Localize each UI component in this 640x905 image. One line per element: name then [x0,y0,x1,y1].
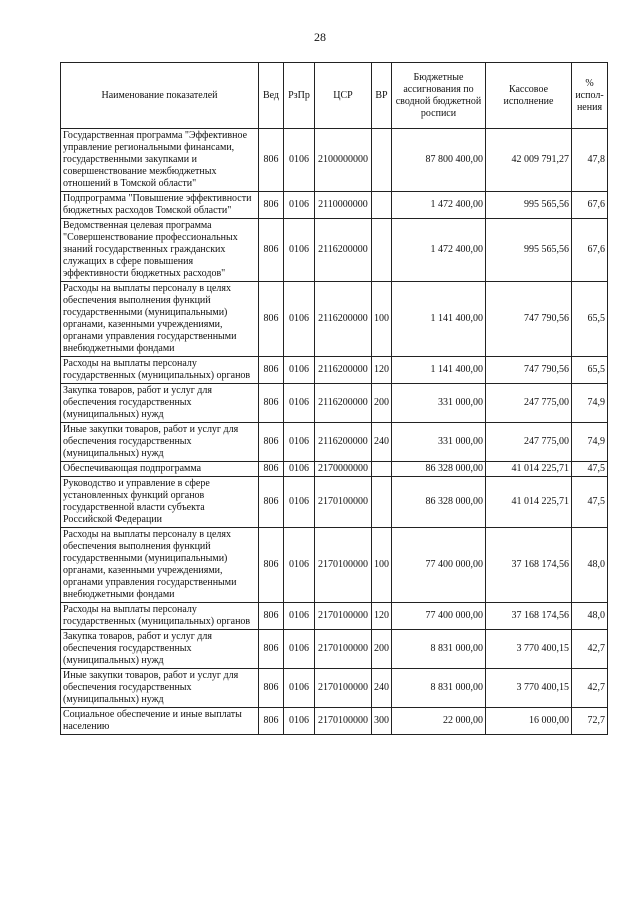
cell-cash: 247 775,00 [486,423,572,462]
table-row [61,477,608,528]
cell-budget: 86 328 000,00 [392,477,486,528]
cell-name: Подпрограмма "Повышение эффективности бюджетных расходов Томской области" [61,192,259,219]
cell-percent: 47,8 [572,129,608,192]
cell-ved: 806 [259,708,284,735]
table-row [61,282,608,357]
cell-name: Ведомственная целевая программа "Совершенствование профессиональных знаний государственных гражданских служащих в сфере повышения эффективности бюджетных расходов" [61,219,259,282]
cell-name: Расходы на выплаты персоналу государственных (муниципальных) органов [61,603,259,630]
cell-vr: 200 [372,384,392,423]
cell-name: Социальное обеспечение и иные выплаты населению [61,708,259,735]
cell-ved: 806 [259,219,284,282]
cell-rzpr: 0106 [284,192,315,219]
cell-cash: 42 009 791,27 [486,129,572,192]
cell-percent: 42,7 [572,630,608,669]
cell-cash: 16 000,00 [486,708,572,735]
cell-budget: 331 000,00 [392,423,486,462]
cell-percent: 65,5 [572,357,608,384]
cell-percent: 67,6 [572,192,608,219]
cell-name: Закупка товаров, работ и услуг для обеспечения государственных (муниципальных) нужд [61,630,259,669]
cell-name: Государственная программа "Эффективное управление региональными финансами, государственными закупками и совершенствование межбюджетных отношений в Томской области" [61,129,259,192]
cell-budget: 77 400 000,00 [392,528,486,603]
cell-budget: 86 328 000,00 [392,462,486,477]
cell-csr: 2170100000 [315,708,372,735]
cell-rzpr: 0106 [284,477,315,528]
cell-csr: 2100000000 [315,129,372,192]
cell-name: Иные закупки товаров, работ и услуг для обеспечения государственных (муниципальных) нужд [61,423,259,462]
header-percent: % испол-нения [572,63,608,129]
cell-ved: 806 [259,528,284,603]
cell-rzpr: 0106 [284,462,315,477]
table-row [61,423,608,462]
cell-csr: 2116200000 [315,384,372,423]
cell-vr [372,129,392,192]
cell-name: Расходы на выплаты персоналу в целях обеспечения выполнения функций государственными (муниципальными) органами, казенными учреждениями, органами управления государственными внебюджетными фондами [61,528,259,603]
header-rzpr: РзПр [284,63,315,129]
cell-vr: 240 [372,669,392,708]
cell-cash: 747 790,56 [486,282,572,357]
cell-budget: 331 000,00 [392,384,486,423]
table-row [61,630,608,669]
cell-name: Закупка товаров, работ и услуг для обеспечения государственных (муниципальных) нужд [61,384,259,423]
cell-csr: 2116200000 [315,423,372,462]
cell-percent: 74,9 [572,384,608,423]
cell-rzpr: 0106 [284,708,315,735]
cell-csr: 2116200000 [315,357,372,384]
cell-vr: 300 [372,708,392,735]
cell-cash: 3 770 400,15 [486,669,572,708]
cell-csr: 2170000000 [315,462,372,477]
cell-csr: 2170100000 [315,669,372,708]
cell-vr: 200 [372,630,392,669]
budget-execution-table [60,62,608,735]
cell-name: Обеспечивающая подпрограмма [61,462,259,477]
table-body [61,129,608,735]
cell-csr: 2170100000 [315,630,372,669]
table-row [61,357,608,384]
cell-vr: 120 [372,357,392,384]
cell-ved: 806 [259,462,284,477]
cell-budget: 1 472 400,00 [392,192,486,219]
cell-rzpr: 0106 [284,357,315,384]
cell-cash: 247 775,00 [486,384,572,423]
table-row [61,528,608,603]
cell-csr: 2110000000 [315,192,372,219]
cell-cash: 41 014 225,71 [486,477,572,528]
cell-ved: 806 [259,669,284,708]
cell-percent: 42,7 [572,669,608,708]
header-ved: Вед [259,63,284,129]
cell-cash: 995 565,56 [486,219,572,282]
cell-ved: 806 [259,282,284,357]
cell-rzpr: 0106 [284,129,315,192]
cell-budget: 8 831 000,00 [392,669,486,708]
cell-ved: 806 [259,357,284,384]
header-budget: Бюджетные ассигнования по сводной бюджетной росписи [392,63,486,129]
cell-vr [372,462,392,477]
cell-cash: 37 168 174,56 [486,528,572,603]
table-row [61,669,608,708]
cell-budget: 1 472 400,00 [392,219,486,282]
cell-cash: 995 565,56 [486,192,572,219]
cell-rzpr: 0106 [284,282,315,357]
table-row [61,192,608,219]
cell-ved: 806 [259,477,284,528]
cell-budget: 22 000,00 [392,708,486,735]
table-row [61,708,608,735]
cell-percent: 48,0 [572,528,608,603]
cell-name: Руководство и управление в сфере установленных функций органов государственной власти субъекта Российской Федерации [61,477,259,528]
header-name: Наименование показателей [61,63,259,129]
table-row [61,462,608,477]
cell-csr: 2170100000 [315,603,372,630]
cell-csr: 2116200000 [315,282,372,357]
cell-ved: 806 [259,129,284,192]
cell-rzpr: 0106 [284,384,315,423]
cell-name: Расходы на выплаты персоналу в целях обеспечения выполнения функций государственными (муниципальными) органами, казенными учреждениями, органами управления государственными внебюджетными фондами [61,282,259,357]
cell-cash: 41 014 225,71 [486,462,572,477]
cell-percent: 48,0 [572,603,608,630]
table-row [61,219,608,282]
cell-csr: 2170100000 [315,528,372,603]
cell-percent: 72,7 [572,708,608,735]
cell-cash: 37 168 174,56 [486,603,572,630]
cell-ved: 806 [259,192,284,219]
header-csr: ЦСР [315,63,372,129]
cell-budget: 8 831 000,00 [392,630,486,669]
cell-vr: 100 [372,528,392,603]
cell-percent: 47,5 [572,462,608,477]
table-header-row [61,63,608,129]
cell-csr: 2170100000 [315,477,372,528]
cell-budget: 77 400 000,00 [392,603,486,630]
page-number: 28 [314,30,326,44]
cell-cash: 747 790,56 [486,357,572,384]
cell-rzpr: 0106 [284,219,315,282]
cell-budget: 1 141 400,00 [392,282,486,357]
cell-vr [372,477,392,528]
table-row [61,129,608,192]
cell-ved: 806 [259,603,284,630]
cell-cash: 3 770 400,15 [486,630,572,669]
cell-budget: 1 141 400,00 [392,357,486,384]
cell-vr: 240 [372,423,392,462]
cell-rzpr: 0106 [284,528,315,603]
cell-vr [372,219,392,282]
cell-vr: 100 [372,282,392,357]
cell-rzpr: 0106 [284,630,315,669]
header-vr: ВР [372,63,392,129]
cell-vr [372,192,392,219]
cell-csr: 2116200000 [315,219,372,282]
cell-percent: 47,5 [572,477,608,528]
header-cash: Кассовое исполнение [486,63,572,129]
cell-ved: 806 [259,384,284,423]
table-row [61,603,608,630]
cell-percent: 65,5 [572,282,608,357]
cell-name: Расходы на выплаты персоналу государственных (муниципальных) органов [61,357,259,384]
cell-ved: 806 [259,423,284,462]
table-row [61,384,608,423]
cell-percent: 74,9 [572,423,608,462]
cell-percent: 67,6 [572,219,608,282]
cell-budget: 87 800 400,00 [392,129,486,192]
cell-rzpr: 0106 [284,603,315,630]
cell-vr: 120 [372,603,392,630]
cell-rzpr: 0106 [284,423,315,462]
cell-rzpr: 0106 [284,669,315,708]
cell-ved: 806 [259,630,284,669]
cell-name: Иные закупки товаров, работ и услуг для обеспечения государственных (муниципальных) нужд [61,669,259,708]
